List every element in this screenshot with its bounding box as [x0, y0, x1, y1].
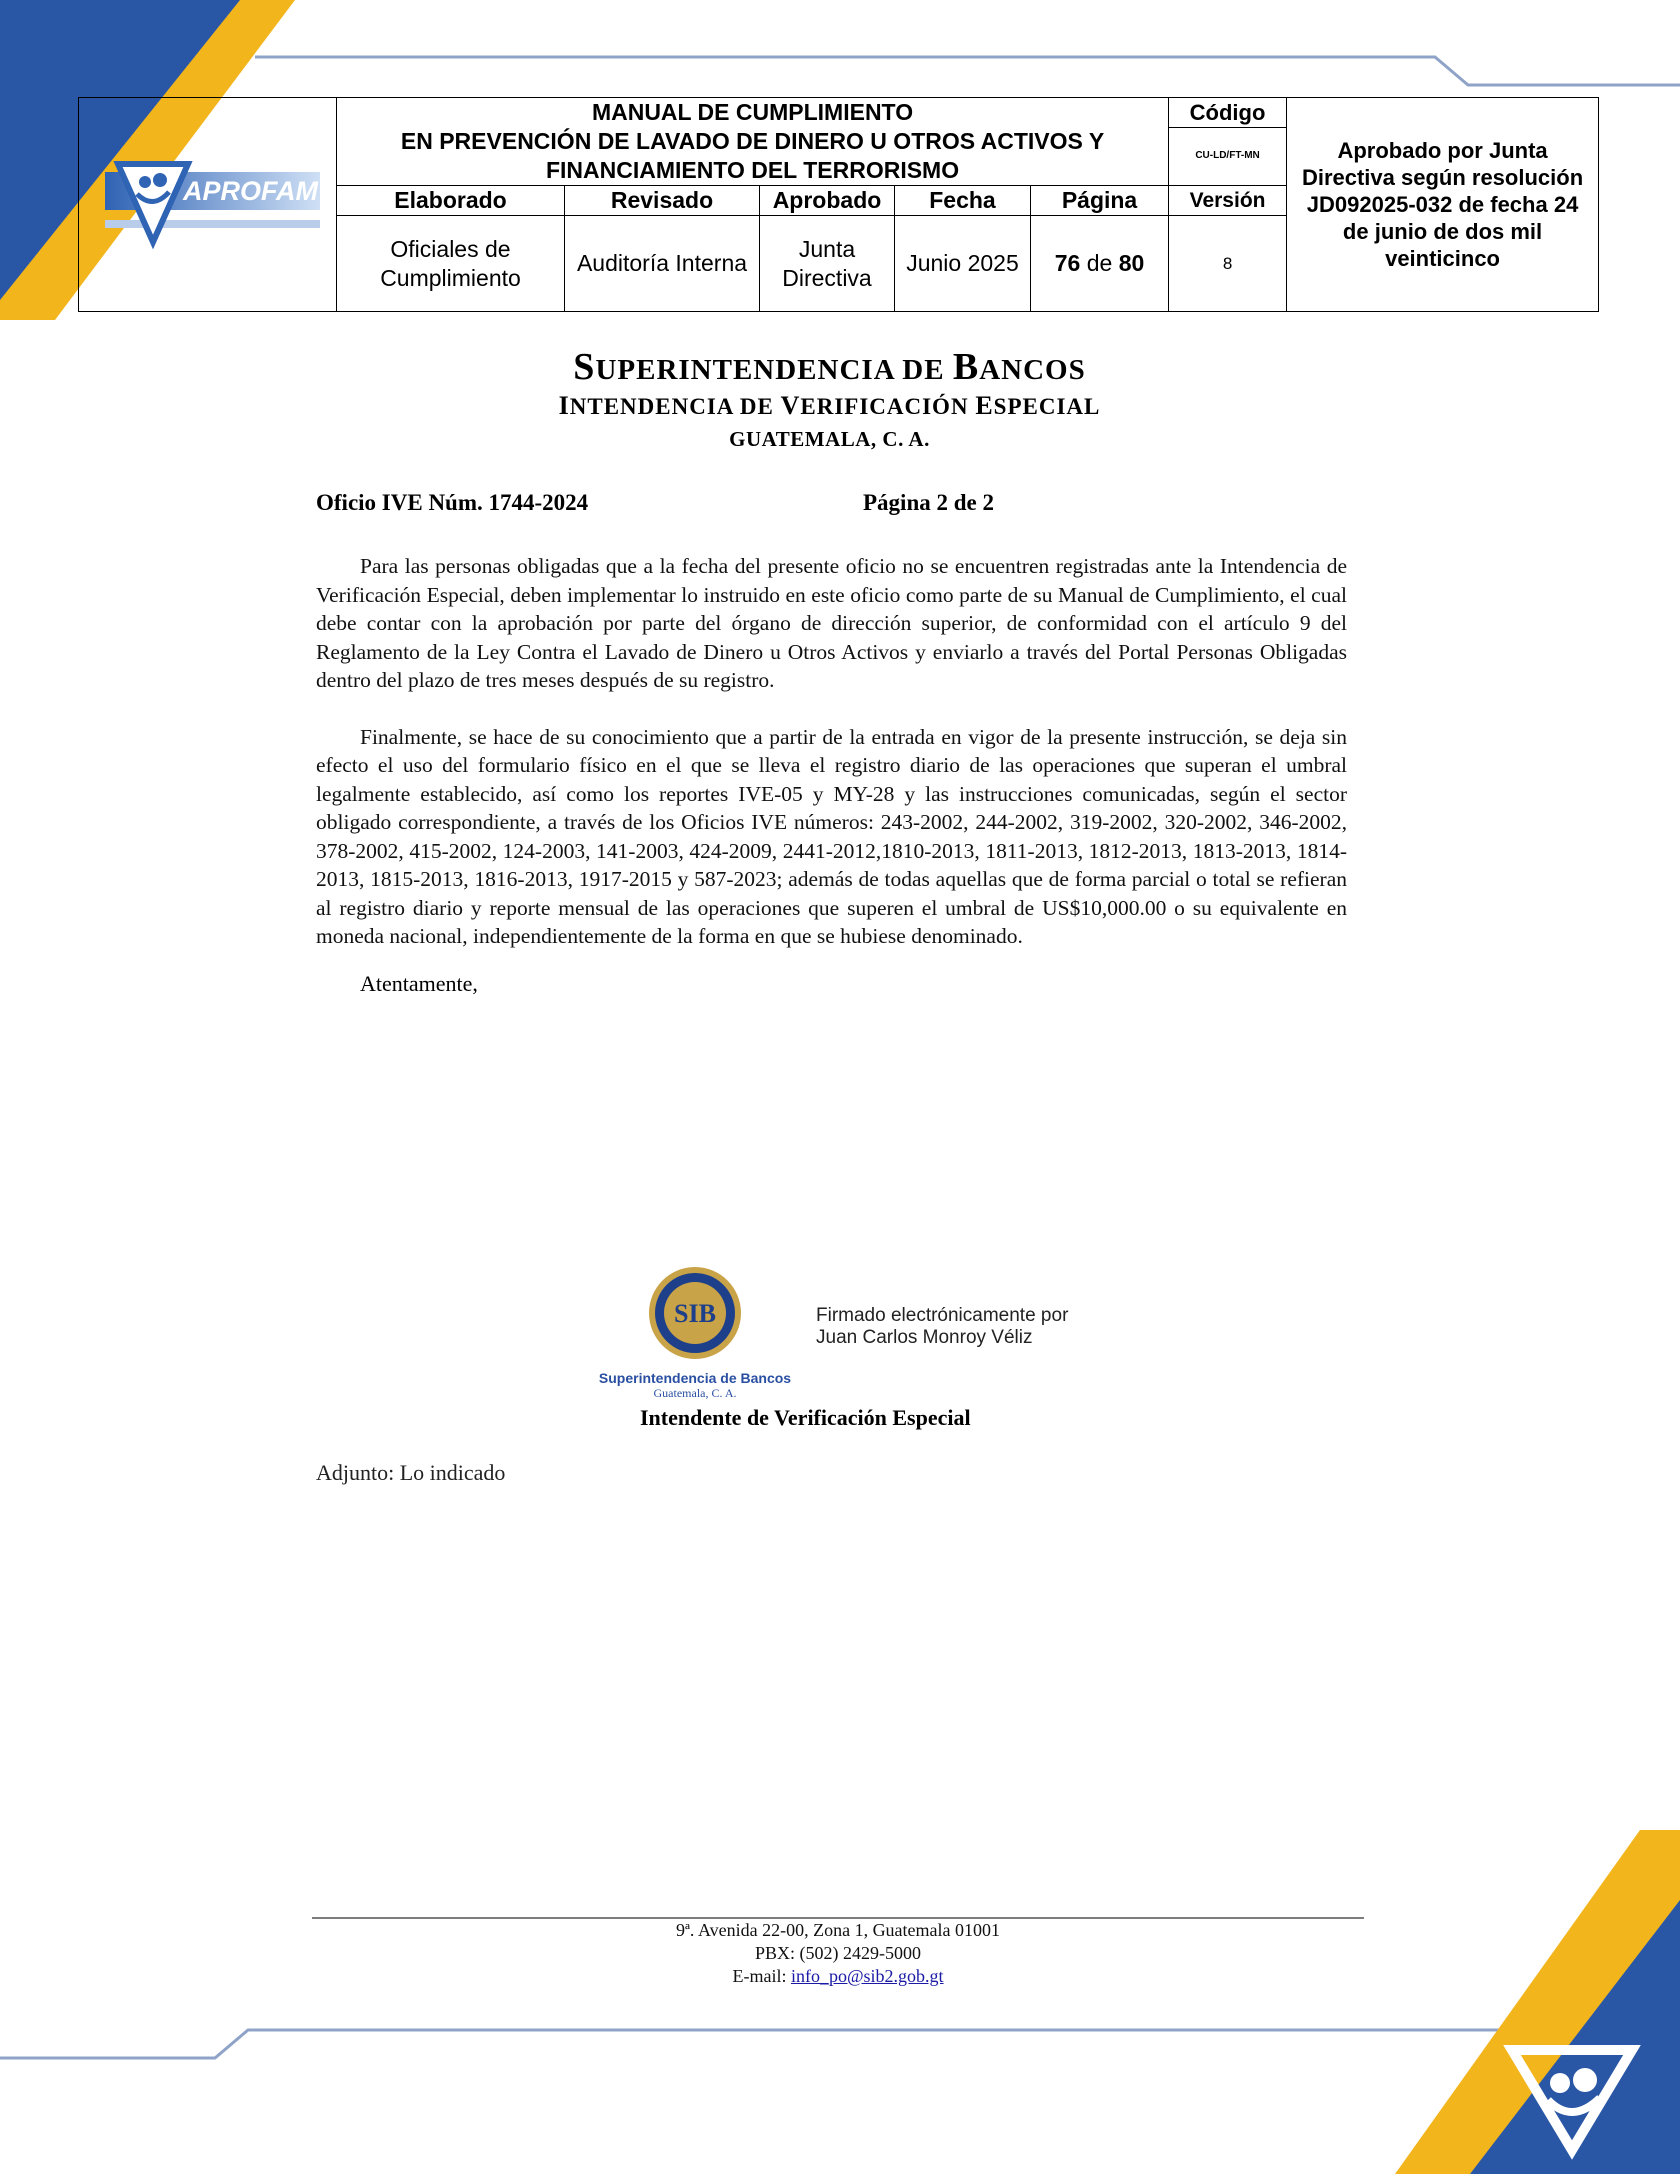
code-label: Código: [1169, 99, 1286, 128]
letterhead-location: GUATEMALA, C. A.: [729, 427, 930, 451]
bottom-rule-line: [0, 2030, 1680, 2058]
attachment-note: Adjunto: Lo indicado: [316, 1460, 506, 1485]
e-signature: Firmado electrónicamente por Juan Carlos Monroy Véliz: [816, 1305, 1069, 1348]
document-header-table: [78, 97, 1599, 312]
col-pagina: Página: [1031, 186, 1169, 216]
col-elaborado: Elaborado: [337, 186, 565, 216]
sib-seal-icon: [647, 1265, 743, 1361]
code-cell: [1169, 98, 1287, 186]
val-elaborado: Oficiales de Cumplimiento: [337, 216, 565, 312]
sib-seal: [585, 1265, 805, 1401]
letter: [312, 345, 1347, 997]
footer-phone: PBX: (502) 2429-5000: [755, 1943, 921, 1963]
seal-caption-2: Guatemala, C. A.: [653, 1386, 737, 1400]
val-aprobado: Junta Directiva: [760, 216, 895, 312]
letterhead-title: SUPERINTENDENCIA DE BANCOS: [573, 346, 1086, 388]
footer-address: 9ª. Avenida 22-00, Zona 1, Guatemala 01001: [675, 1920, 1001, 1940]
approval-note: Aprobado por Junta Directiva según resolución JD092025-032 de fecha 24 de junio de dos mil veinticinco: [1287, 98, 1599, 312]
val-revisado: Auditoría Interna: [565, 216, 760, 312]
paragraph-2: Finalmente, se hace de su conocimiento que a partir de la entrada en vigor de la presente instrucción, se deja sin efecto el uso del formulario físico en el que se lleva el registro diario de las operaciones que superan el umbral legalmente establecido, así como los reportes IVE-05 y MY-28 y las instrucciones comunicadas, según el sector obligado correspondiente, a través de los Oficios IVE números: 243-2002, 244-2002, 319-2002, 320-2002, 346-2002, 378-2002, 415-2002, 124-2003, 141-2003, 424-2009, 2441-2012,1810-2013, 1811-2013, 1812-2013, 1813-2013, 1814-2013, 1815-2013, 1816-2013, 1917-2015 y 587-2023; además de todas aquellas que de forma parcial o total se refieran al registro diario y reporte mensual de las operaciones que superen el umbral de US$10,000.00 o su equivalente en moneda nacional, independientemente de la forma en que se hubiese denominado.: [316, 724, 1347, 948]
col-version: Versión: [1169, 186, 1287, 216]
page-sep: de: [1086, 250, 1113, 276]
svg-text:APROFAM: APROFAM: [182, 176, 318, 206]
letter-page-ref: Página 2 de 2: [863, 490, 994, 515]
val-fecha: Junio 2025: [895, 216, 1031, 312]
paragraph-1: Para las personas obligadas que a la fecha del presente oficio no se encuentren registradas ante la Intendencia de Verificación Especial, deben implementar lo instruido en este oficio como parte de su Manual de Cumplimiento, el cual debe contar con la aprobación por parte del órgano de dirección superior, de conformidad con el artículo 9 del Reglamento de la Ley Contra el Lavado de Dinero u Otros Activos y enviarlo a través del Portal Personas Obligadas dentro del plazo de tres meses después de su registro.: [316, 554, 1347, 692]
col-fecha: Fecha: [895, 186, 1031, 216]
closing: Atentamente,: [360, 970, 478, 996]
oficio-number: Oficio IVE Núm. 1744-2024: [316, 490, 589, 515]
val-pagina: [1031, 216, 1169, 312]
signer-title: Intendente de Verificación Especial: [640, 1405, 971, 1430]
manual-title: MANUAL DE CUMPLIMIENTO EN PREVENCIÓN DE LAVADO DE DINERO U OTROS ACTIVOS Y FINANCIAMIENTO DEL TERRORISMO: [337, 98, 1169, 186]
letter-footer: [312, 1919, 1364, 1988]
seal-caption-1: Superintendencia de Bancos: [598, 1370, 792, 1386]
svg-text:SIB: SIB: [674, 1299, 716, 1328]
aprofam-logo: [93, 142, 323, 262]
page-total: 80: [1118, 250, 1145, 276]
val-version: 8: [1169, 216, 1287, 312]
top-rule-line: [255, 57, 1680, 85]
letterhead-subtitle: INTENDENCIA DE VERIFICACIÓN ESPECIAL: [558, 391, 1101, 420]
reference-line: [312, 490, 1347, 520]
code-value: CU-LD/FT-MN: [1195, 150, 1260, 161]
footer-email-line: E-mail: info_po@sib2.gob.gt: [732, 1966, 944, 1986]
logo-cell: [79, 98, 337, 312]
col-aprobado: Aprobado: [760, 186, 895, 216]
footer-email-link[interactable]: info_po@sib2.gob.gt: [790, 1966, 944, 1986]
page-current: 76: [1054, 250, 1081, 276]
col-revisado: Revisado: [565, 186, 760, 216]
